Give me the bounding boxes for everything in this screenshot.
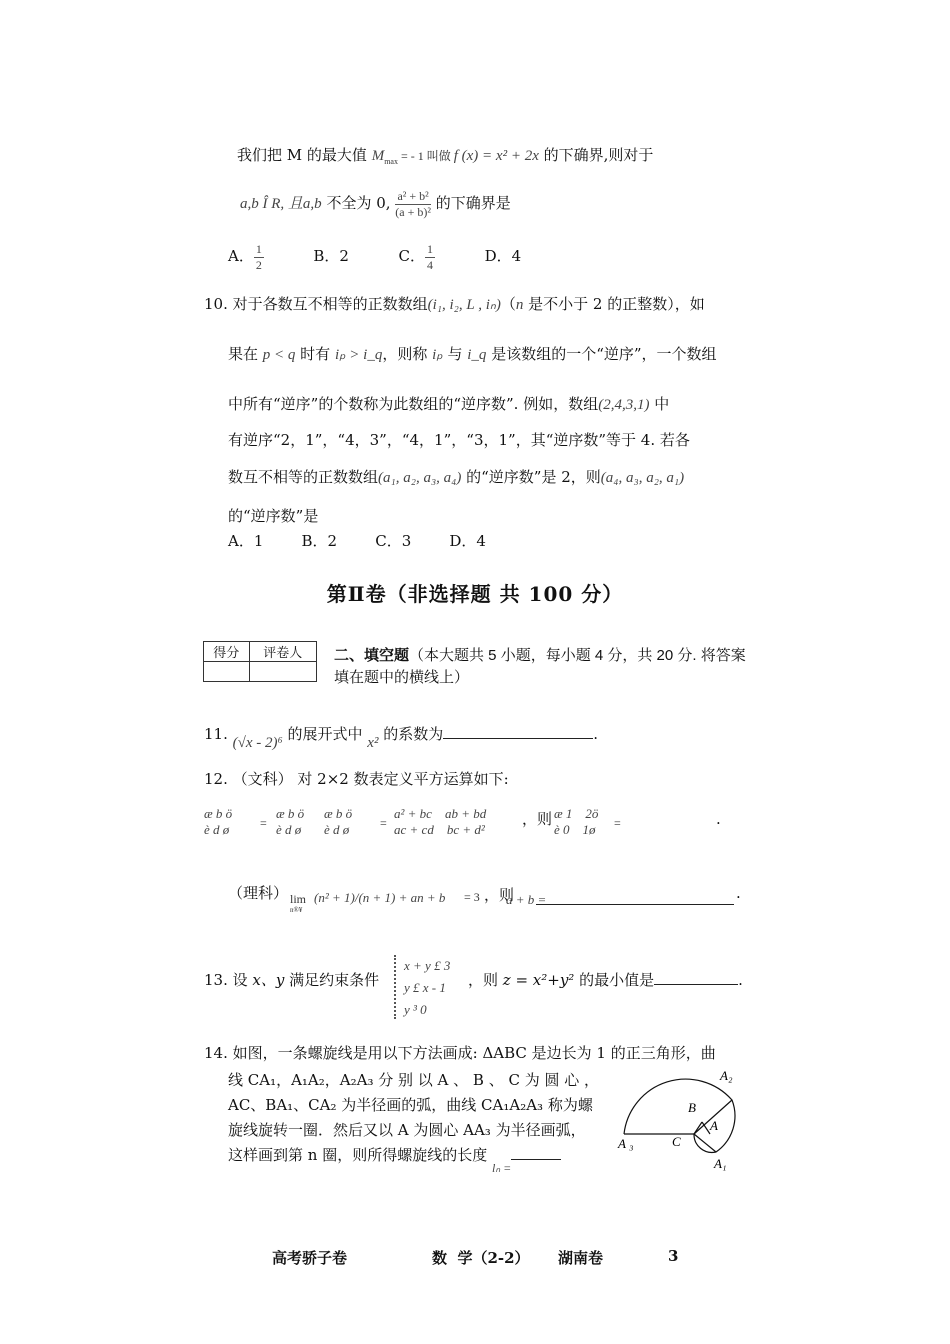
q14-line2: 线 CA₁，A₁A₂，A₂A₃ 分 别 以 A 、 B 、 C 为 圆 心 ，	[228, 1071, 600, 1089]
q13-tail	[468, 969, 743, 990]
q12-n-matrix	[554, 806, 598, 838]
q12-eq2: =	[380, 816, 387, 830]
q9-option-a: A．	[228, 247, 254, 265]
section2-bold: 二、填空题	[334, 647, 410, 664]
q13-c3: y ³ 0	[404, 1002, 427, 1017]
score-cell-2[interactable]	[249, 662, 316, 682]
q13-answer-blank[interactable]	[654, 970, 738, 985]
q12-n1: æ 1 2ö	[554, 806, 599, 821]
q10-l2b: 时有	[295, 345, 335, 363]
q10-line3	[228, 394, 669, 415]
q10-text-b: 是不小于 2 的正整数），如	[523, 295, 705, 313]
label-a1: A₁	[714, 1156, 727, 1171]
q13-z: z = x²+y²	[502, 971, 575, 989]
section2-heading	[334, 645, 754, 689]
q10-text: 10. 对于各数互不相等的正数数组	[204, 295, 428, 313]
q13-d: 的最小值是	[574, 971, 655, 989]
q9-opta-num: 1	[255, 241, 262, 256]
q10-l5b: 的“逆序数”是 2，则	[461, 468, 601, 486]
q12-ab: a + b =	[506, 892, 547, 907]
q13	[204, 955, 754, 1025]
q9-line2	[240, 188, 511, 220]
q9-condition: a,b Î R, 且a,b	[240, 196, 322, 212]
label-a2: A₂	[720, 1068, 733, 1083]
q11-text-b: 的系数为	[378, 725, 444, 743]
q9-option-c: C．	[398, 247, 426, 265]
q9-frac-num: a² + b²	[395, 189, 431, 205]
q12-m1b: æ b ö	[276, 806, 305, 821]
q11-num: 11.	[204, 725, 228, 743]
q12-m-rhs	[394, 806, 486, 838]
q10-options: A．1 B．2 C．3 D．4	[228, 532, 486, 550]
q9-text-d: 的下确界是	[430, 194, 511, 212]
q9-text: 我们把 M 的最大值	[237, 146, 367, 164]
q9-text-c: 不全为 0,	[321, 194, 396, 212]
q14-line5	[228, 1145, 561, 1175]
q9-opta-den: 2	[255, 257, 262, 272]
q10-paren: （	[500, 295, 516, 313]
q12-m-mid1	[276, 806, 304, 838]
q9-function: f (x) = x² + 2x	[453, 148, 539, 164]
q11-x2: x²	[367, 735, 379, 751]
q9-optc-num: 1	[427, 241, 434, 256]
q10-l2a: 果在	[228, 345, 263, 363]
q12-line1: 12. （文科） 对 2×2 数表定义平方运算如下:	[204, 770, 509, 788]
q9-line1	[237, 145, 653, 172]
q14-answer-blank[interactable]	[511, 1145, 561, 1160]
q10-tuple-b: (a₄, a₃, a₂, a₁)	[600, 470, 685, 486]
q12-then: ，则	[522, 810, 553, 828]
score-header-2: 评卷人	[249, 642, 316, 662]
q9-option-a-frac	[254, 242, 264, 273]
q10-line6: 的“逆序数”是	[228, 507, 319, 525]
q12-li-expr: (n² + 1)/(n + 1) + an + b	[314, 890, 446, 905]
q12-li-blank[interactable]	[536, 890, 734, 905]
q12-m2c: è d ø	[324, 822, 350, 837]
q12-m2b: è d ø	[276, 822, 302, 837]
q9-option-c-frac	[425, 242, 435, 273]
footer-subject: 数 学（2-2）	[432, 1249, 530, 1267]
label-a3: A ₃	[618, 1136, 634, 1151]
q13-intro	[204, 969, 379, 990]
q13-xy: x、y	[252, 971, 285, 989]
q12-m-left	[204, 806, 232, 838]
q14-ln: lₙ =	[491, 1161, 512, 1175]
q14-line3: AC、BA₁、CA₂ 为半径画的弧，曲线 CA₁A₂A₃ 称为螺	[228, 1096, 593, 1114]
label-a: A	[710, 1118, 718, 1133]
q12-eq3: =	[614, 816, 621, 830]
score-header-1: 得分	[204, 642, 250, 662]
q12-end: .	[716, 810, 721, 828]
q12-li-then: ，则	[484, 886, 515, 904]
q14-line1: 14. 如图，一条螺旋线是用以下方法画成: ΔABC 是边长为 1 的正三角形，曲	[204, 1044, 716, 1062]
q12-li	[228, 880, 748, 920]
q12-rhs2: ac + cd bc + d²	[394, 822, 485, 837]
q13-end: .	[738, 971, 743, 989]
q10-tuple: (i₁, i₂, L , iₙ)	[427, 297, 501, 313]
q9-option-d: D．4	[484, 247, 522, 265]
q11	[204, 720, 598, 749]
q10-n: n	[515, 297, 524, 313]
q10-l3a: 中所有“逆序”的个数称为此数组的“逆序数”. 例如，数组	[228, 395, 599, 413]
label-b: B	[688, 1100, 696, 1115]
q9-text-b: 的下确界,则对于	[538, 146, 654, 164]
q11-text-a: 的展开式中	[282, 725, 368, 743]
spiral-figure	[610, 1060, 750, 1175]
q10-line4: 有逆序“2，1”，“4，3”，“4，1”，“3，1”，其“逆序数”等于 4. 若各	[228, 431, 690, 449]
part2-title: 第Ⅱ卷（非选择题 共 100 分）	[326, 582, 624, 606]
q13-a: 13. 设	[204, 971, 253, 989]
q10-pq: p < q	[262, 347, 296, 363]
footer-region: 湖南卷	[558, 1249, 604, 1267]
q13-constraints	[404, 955, 450, 1021]
q10-line5	[228, 467, 684, 488]
footer-page-number: 3	[668, 1247, 679, 1265]
q12-m1: æ b ö	[204, 806, 233, 821]
q13-c: ，则	[468, 971, 503, 989]
q12-matrix-row	[204, 806, 744, 850]
q10-l2c: ，则称	[382, 345, 433, 363]
q11-end: .	[593, 725, 598, 743]
q10-example-tuple: (2,4,3,1)	[598, 397, 650, 413]
q11-answer-blank[interactable]	[443, 724, 593, 739]
q10-l3b: 中	[649, 395, 670, 413]
q10-l2e: 是该数组的一个“逆序”，一个数组	[486, 345, 717, 363]
q13-c1: x + y £ 3	[404, 958, 451, 973]
q10-iq: i_q	[467, 347, 487, 363]
q12-n2: è 0 1ø	[554, 822, 596, 837]
q10-l5a: 数互不相等的正数数组	[228, 468, 379, 486]
section2-text: （本大题共 5 小题，每小题 4 分，共 20 分. 将答案填在题中的横线上）	[334, 647, 746, 686]
q10-l2d: 与	[442, 345, 468, 363]
q14-l5: 这样画到第 n 圈，则所得螺旋线的长度	[228, 1146, 488, 1164]
score-cell-1[interactable]	[204, 662, 250, 682]
q10-tuple-a: (a₁, a₂, a₃, a₄)	[378, 470, 462, 486]
q13-c2: y £ x - 1	[404, 980, 446, 995]
q11-expr: (√x - 2)⁶	[232, 735, 283, 751]
q12-lim-sub: n®¥	[290, 906, 303, 914]
spiral-line-ca1	[694, 1134, 716, 1152]
q9-m: M	[371, 148, 385, 164]
q9-fraction	[395, 189, 431, 220]
q12-m2: è d ø	[204, 822, 230, 837]
q10-ip: iₚ	[432, 347, 443, 363]
q12-m-mid2	[324, 806, 352, 838]
q10-line1	[204, 294, 705, 315]
q9-options	[228, 238, 521, 274]
q12-lim: lim	[290, 892, 307, 906]
q12-rhs1: a² + bc ab + bd	[394, 806, 487, 821]
q12-m1c: æ b ö	[324, 806, 353, 821]
q9-frac-den: (a + b)²	[395, 204, 431, 219]
label-c: C	[672, 1134, 681, 1149]
q12-li-label: （理科）	[228, 884, 289, 902]
q12-li-end: .	[736, 884, 741, 902]
footer-title: 高考骄子卷	[272, 1249, 348, 1267]
q10-ip-gt-iq: iₚ > i_q	[334, 347, 383, 363]
q9-max: max	[384, 157, 398, 166]
q10-line2	[228, 344, 717, 365]
q13-b: 满足约束条件	[284, 971, 380, 989]
q9-option-b: B．2	[313, 247, 349, 265]
q12-li-val: = 3	[464, 890, 480, 904]
q9-eq: = - 1 叫做	[397, 149, 454, 163]
score-table	[203, 641, 317, 682]
q9-optc-den: 4	[427, 257, 434, 272]
q14-line4: 旋线旋转一圈．然后又以 A 为圆心 AA₃ 为半径画弧，	[228, 1121, 586, 1139]
q12-eq1: =	[260, 816, 267, 830]
q13-brace	[394, 955, 400, 1019]
